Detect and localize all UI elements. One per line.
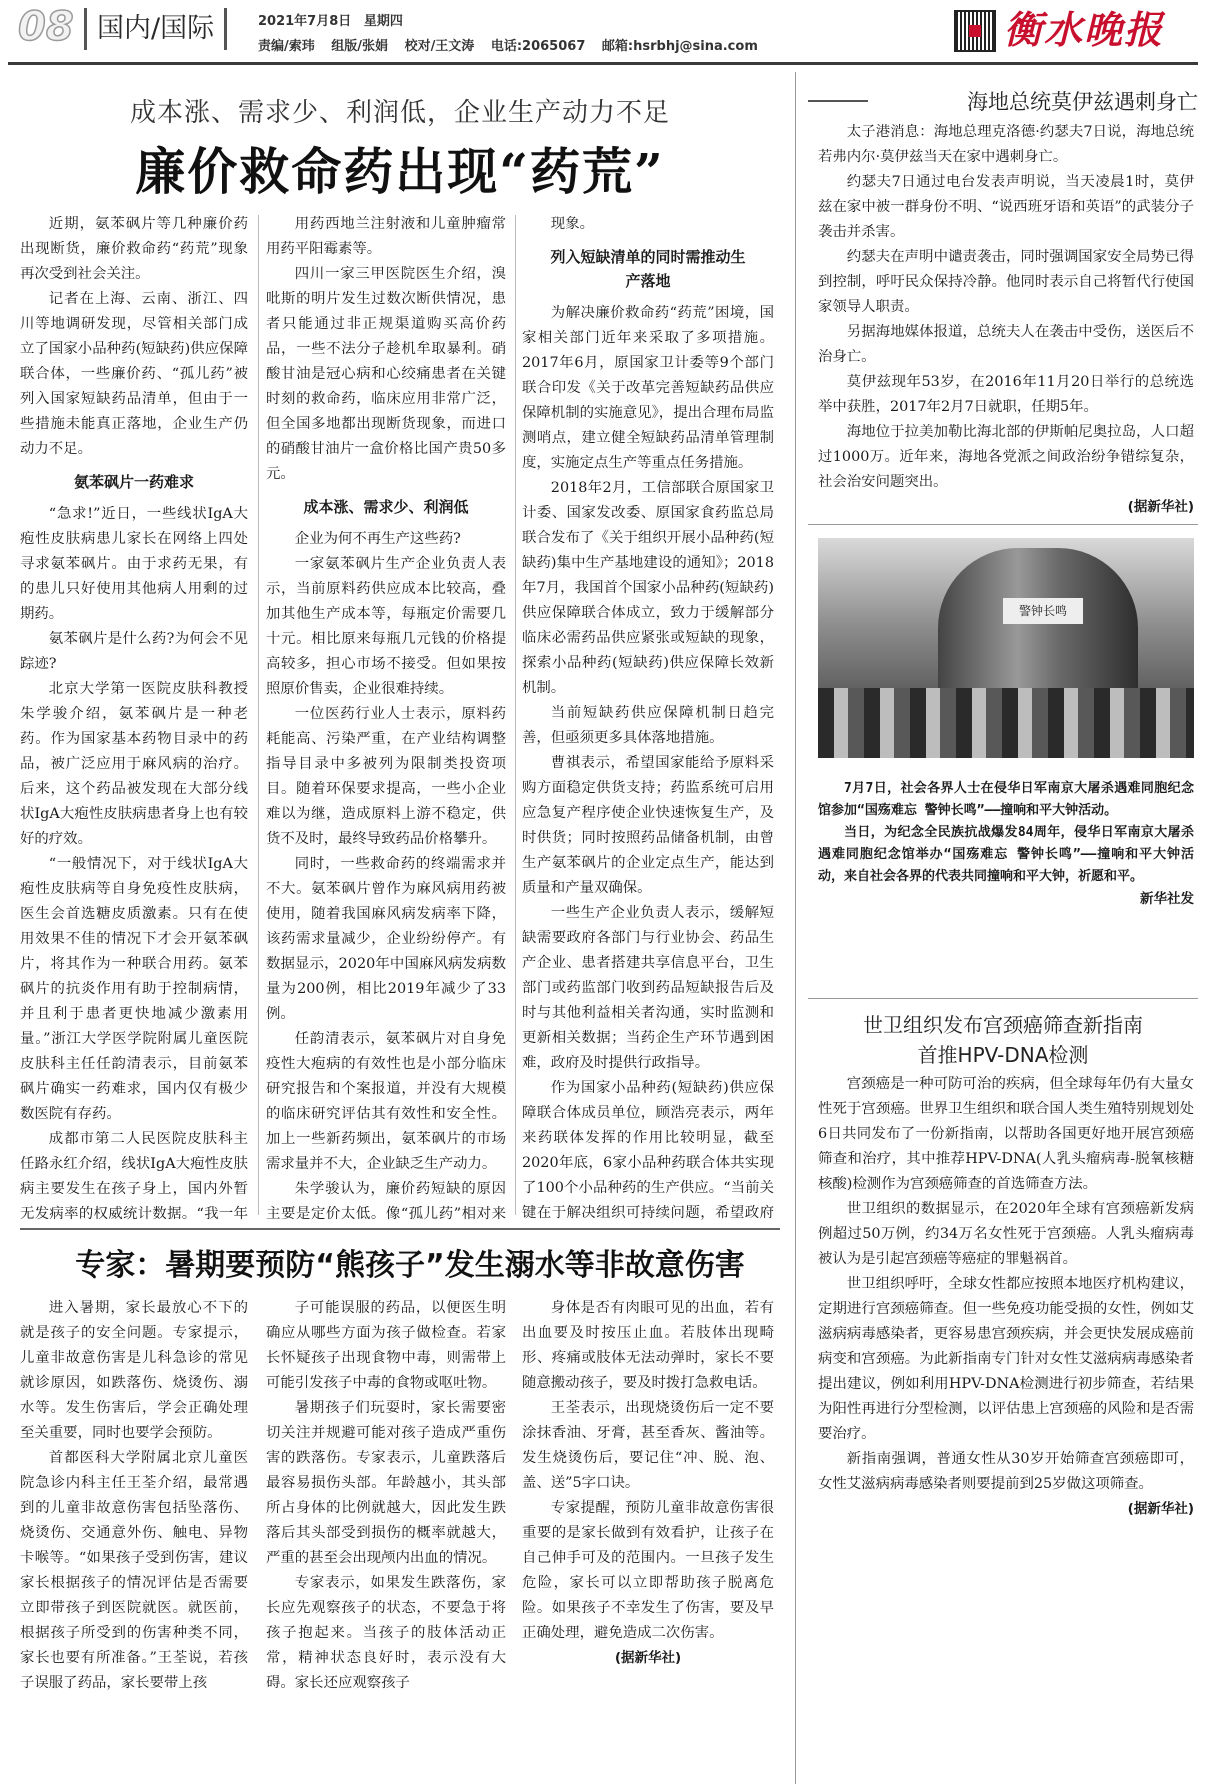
who-headline <box>808 1010 1198 1070</box>
paragraph: 用药西地兰注射液和儿童肿瘤常用药平阳霉素等。 <box>266 216 506 257</box>
paragraph: 世卫组织呼吁，全球女性都应按照本地医疗机构建议，定期进行宫颈癌筛查。但一些免疫功能受损的女性，例如艾滋病病毒感染者，更容易患宫颈疾病，并会更快发展成癌前病变和宫颈癌。为此新指南专门针对女性艾滋病病毒感染者提出建议，例如利用HPV-DNA检测进行初步筛查，若结果为阳性再进行分型检测，以评估患上宫颈癌的风险和是否需要治疗。 <box>818 1276 1194 1442</box>
photo-sign: 警钟长鸣 <box>1003 598 1083 624</box>
column-divider <box>515 215 516 1215</box>
second-column-1 <box>20 1296 248 1788</box>
page-header <box>0 0 1206 72</box>
paragraph: 同时，一些救命药的终端需求并不大。氨苯砜片曾作为麻风病用药被使用，随着我国麻风病发病率下降，该药需求量减少，企业纷纷停产。有数据显示，2020年中国麻风病发病数量为200例，相比2019年减少了33例。 <box>266 856 506 1022</box>
photo-caption <box>818 778 1194 910</box>
paragraph: 当前短缺药供应保障机制日趋完善，但亟须更多具体落地措施。 <box>522 705 774 746</box>
second-column-2 <box>266 1296 506 1788</box>
paragraph: 企业为何不再生产这些药? <box>294 531 461 547</box>
paragraph: 曹祺表示，希望国家能给予原料采购方面稳定供货支持；药监系统可启用应急复产程序使企业快速恢复生产，及时供货；同时按照药品储备机制，由曾生产氨苯砜片的企业定点生产，能达到质量和产量双确保。 <box>522 755 774 896</box>
paragraph: 另据海地媒体报道，总统夫人在袭击中受伤，送医后不治身亡。 <box>818 324 1194 365</box>
right-separator <box>808 524 1198 525</box>
article-separator <box>20 1228 780 1230</box>
page-number: 08 <box>18 4 74 50</box>
main-column-1 <box>20 212 248 1222</box>
weekday: 星期四 <box>363 14 403 29</box>
subheading: 列入短缺清单的同时需推动生产落地 <box>550 248 746 290</box>
paragraph: 2018年2月，工信部联合原国家卫计委、国家发改委、原国家食药监总局联合发布了《关于组织开展小品种药(短缺药)集中生产基地建设的通知》；2018年7月，我国首个国家小品种药(短缺药)供应保障联合体成立，致力于缓解部分临床必需药品供应紧张或短缺的现象，探索小品种药(短缺药)供应保障长效新机制。 <box>522 480 774 696</box>
paragraph: 身体是否有肉眼可见的出血，若有出血要及时按压止血。若肢体出现畸形、疼痛或肢体无法动弹时，家长不要随意搬动孩子，要及时拨打急救电话。 <box>522 1300 774 1391</box>
paragraph: “急求!”近日，一些线状IgA大疱性皮肤病患儿家长在网络上四处寻求氨苯砜片。由于求药无果，有的患儿只好使用其他病人用剩的过期药。 <box>20 506 248 622</box>
second-column-3 <box>522 1296 774 1788</box>
paragraph: 四川一家三甲医院医生介绍，溴吡斯的明片发生过数次断供情况，患者只能通过非正规渠道购买高价药品，一些不法分子趁机牟取暴利。硝酸甘油是冠心病和心绞痛患者在关键时刻的救命药，临床应用非常广泛，但全国多地都出现断货现象，而进口的硝酸甘油片一盒价格比国产贵50多元。 <box>266 266 506 482</box>
paragraph: 专家表示，如果发生跌落伤，家长应先观察孩子的状态，不要急于将孩子抱起来。当孩子的肢体活动正常，精神状态良好时，表示没有大碍。家长还应观察孩子 <box>266 1575 506 1691</box>
paragraph: 王荃表示，出现烧烫伤后一定不要涂抹香油、牙膏，甚至香灰、酱油等。发生烧烫伤后，要记住“冲、脱、泡、盖、送”5字口诀。 <box>522 1400 774 1491</box>
paragraph: 成都市第二人民医院皮肤科主任路永红介绍，线状IgA大疱性皮肤病主要发生在孩子身上，国内外暂无发病率的权威统计数据。“我一年 <box>20 1131 248 1222</box>
header-rule <box>8 62 1198 65</box>
paragraph: 海地位于拉美加勒比海北部的伊斯帕尼奥拉岛，人口超过1000万。近年来，海地各党派之间政治纷争错综复杂，社会治安问题突出。 <box>818 424 1194 490</box>
layout-editor: 组版/张娟 <box>331 39 389 54</box>
news-photo <box>818 538 1194 758</box>
paragraph: 宫颈癌是一种可防可治的疾病，但全球每年仍有大量女性死于宫颈癌。世界卫生组织和联合国人类生殖特别规划处6日共同发布了一份新指南，以帮助各国更好地开展宫颈癌筛查和治疗，其中推荐HPV-DNA(人乳头瘤病毒-脱氧核糖核酸)检测作为宫颈癌筛查的首选筛查方法。 <box>818 1076 1194 1192</box>
column-divider <box>258 215 259 1215</box>
caption-credit: 新华社发 <box>1140 891 1194 907</box>
who-credit: (据新华社) <box>1127 1501 1194 1517</box>
paragraph: 专家提醒，预防儿童非故意伤害很重要的是家长做到有效看护，让孩子在自己伸手可及的范围内。一旦孩子发生危险，家长可以立即帮助孩子脱离危险。如果孩子不幸发生了伤害，要及早正确处理，避免造成二次伤害。 <box>522 1500 774 1641</box>
main-headline: 廉价救命药出现“药荒” <box>135 142 665 201</box>
paragraph: 朱学骏认为，廉价药短缺的原因主要是定价太低。像“孤儿药”相对来 <box>266 1181 506 1222</box>
email: 邮箱:hsrbhj@sina.com <box>601 39 758 54</box>
paragraph: 约瑟夫在声明中谴责袭击，同时强调国家安全局势已得到控制，呼吁民众保持冷静。他同时表示自己将暂代行使国家领导人职责。 <box>818 249 1194 315</box>
paragraph: 北京大学第一医院皮肤科教授朱学骏介绍，氨苯砜片是一种老药。作为国家基本药物目录中的药品，被广泛应用于麻风病的治疗。后来，这个药品被发现在大部分线状IgA大疱性皮肤病患者身上也有较好的疗效。 <box>20 681 248 847</box>
paragraph: 作为国家小品种药(短缺药)供应保障联合体成员单位，顾浩亮表示，两年来药联体发挥的作用比较明显，截至2020年底，6家小品种药联合体共实现了100个小品种药的生产供应。“当前关键在于解决组织可持续问题，希望政府 <box>522 1080 774 1221</box>
haiti-article <box>818 120 1194 520</box>
right-separator <box>808 998 1198 999</box>
paragraph: “一般情况下，对于线状IgA大疱性皮肤病等自身免疫性皮肤病，医生会首选糖皮质激素。只有在使用效果不佳的情况下才会开氨苯砜片，将其作为一种联合用药。氨苯砜片的抗炎作用有助于控制病情，并且利于患者更快地减少激素用量。”浙江大学医学院附属儿童医院皮肤科主任任韵清表示，目前氨苯砜片确实一药难求，国内仅有极少数医院有存药。 <box>20 856 248 1122</box>
main-kicker: 成本涨、需求少、利润低，企业生产动力不足 <box>129 98 670 128</box>
haiti-credit: (据新华社) <box>1127 499 1194 515</box>
paragraph: 现象。 <box>550 216 594 232</box>
paragraph: 氨苯砜片是什么药?为何会不见踪迹? <box>20 631 248 672</box>
who-headline-line1: 世卫组织发布宫颈癌筛查新指南 <box>863 1013 1143 1037</box>
paragraph: 一些生产企业负责人表示，缓解短缺需要政府各部门与行业协会、药品生产企业、患者搭建共享信息平台，卫生部门或药监部门收到药品短缺报告后及时与其他利益相关者沟通，实时监测和更新相关数据；当药企生产环节遇到困难，政府及时提供行政指导。 <box>522 905 774 1071</box>
crowd-shape <box>818 688 1194 758</box>
paragraph: 一位医药行业人士表示，原料药耗能高、污染严重，在产业结构调整指导目录中多被列为限制类投资项目。随着环保要求提高，一些小企业难以为继，造成原料上游不稳定，供货不及时，最终导致药品价格攀升。 <box>266 706 506 847</box>
paragraph: 一家氨苯砜片生产企业负责人表示，当前原料药供应成本比较高，叠加其他生产成本等，每瓶定价需要几十元。相比原来每瓶几元钱的价格提高较多，担心市场不接受。但如果按照原价售卖，企业很难持续。 <box>266 556 506 697</box>
second-credit: (据新华社) <box>614 1650 682 1666</box>
paragraph: 太子港消息：海地总理克洛德·约瑟夫7日说，海地总统若弗内尔·莫伊兹当天在家中遇刺身亡。 <box>818 124 1194 165</box>
paragraph: 7月7日，社会各界人士在侵华日军南京大屠杀遇难同胞纪念馆参加“国殇难忘 警钟长鸣”——撞响和平大钟活动。 <box>818 781 1194 818</box>
proofreader: 校对/王文涛 <box>404 39 475 54</box>
second-headline: 专家：暑期要预防“熊孩子”发生溺水等非故意伤害 <box>75 1248 745 1283</box>
newspaper-logo: 衡水晚报 <box>1004 7 1165 52</box>
subheading: 成本涨、需求少、利润低 <box>303 498 469 516</box>
date: 2021年7月8日 <box>258 14 352 29</box>
section-label: 国内/国际 <box>84 8 227 50</box>
qr-code-icon <box>954 10 996 52</box>
paragraph: 世卫组织的数据显示，在2020年全球有宫颈癌新发病例超过50万例，约34万名女性死于宫颈癌。人乳头瘤病毒被认为是引起宫颈癌等癌症的罪魁祸首。 <box>818 1201 1194 1267</box>
subheading: 氨苯砜片一药难求 <box>73 473 194 491</box>
paragraph: 暑期孩子们玩耍时，家长需要密切关注并规避可能对孩子造成严重伤害的跌落伤。专家表示，儿童跌落后最容易损伤头部。年龄越小，其头部所占身体的比例就越大，因此发生跌落后其头部受到损伤的概率就越大，严重的甚至会出现颅内出血的情况。 <box>266 1400 506 1566</box>
who-article <box>818 1072 1194 1788</box>
issue-date <box>258 10 403 29</box>
paragraph: 子可能误服的药品，以便医生明确应从哪些方面为孩子做检查。若家长怀疑孩子出现食物中毒，则需带上可能引发孩子中毒的食物或呕吐物。 <box>266 1300 506 1391</box>
phone: 电话:2065067 <box>490 39 586 54</box>
paragraph: 莫伊兹现年53岁，在2016年11月20日举行的总统选举中获胜，2017年2月7日就职，任期5年。 <box>818 374 1194 415</box>
paragraph: 当日，为纪念全民族抗战爆发84周年，侵华日军南京大屠杀遇难同胞纪念馆举办“国殇难忘 警钟长鸣”——撞响和平大钟活动，来自社会各界的代表共同撞响和平大钟，祈愿和平。 <box>818 825 1194 884</box>
right-column-divider <box>795 72 796 1784</box>
staff-line <box>258 35 770 54</box>
paragraph: 任韵清表示，氨苯砜片对自身免疫性大疱病的有效性也是小部分临床研究报告和个案报道，并没有大规模的临床研究评估其有效性和安全性。加上一些新药频出，氨苯砜片的市场需求量并不大，企业缺乏生产动力。 <box>266 1031 506 1172</box>
paragraph: 近期，氨苯砜片等几种廉价药出现断货，廉价救命药“药荒”现象再次受到社会关注。 <box>20 216 248 282</box>
paragraph: 进入暑期，家长最放心不下的就是孩子的安全问题。专家提示，儿童非故意伤害是儿科急诊的常见就诊原因，如跌落伤、烧烫伤、溺水等。发生伤害后，学会正确处理至关重要，同时也要学会预防。 <box>20 1300 248 1441</box>
haiti-headline: 海地总统莫伊兹遇刺身亡 <box>808 86 1198 116</box>
main-column-2 <box>266 212 506 1222</box>
paragraph: 新指南强调，普通女性从30岁开始筛查宫颈癌即可，女性艾滋病病毒感染者则要提前到25岁做这项筛查。 <box>818 1451 1194 1492</box>
paragraph: 为解决廉价救命药“药荒”困境，国家相关部门近年来采取了多项措施。2017年6月，原国家卫计委等9个部门联合印发《关于改革完善短缺药品供应保障机制的实施意见》，提出合理布局监测哨点，建立健全短缺药品清单管理制度，实施定点生产等重点任务措施。 <box>522 305 774 471</box>
paragraph: 首都医科大学附属北京儿童医院急诊内科主任王荃介绍，最常遇到的儿童非故意伤害包括坠落伤、烧烫伤、交通意外伤、触电、异物卡喉等。“如果孩子受到伤害，建议家长根据孩子的情况评估是否需要立即带孩子到医院就医。就医前，根据孩子所受到的伤害种类不同，家长也要有所准备。”王荃说，若孩子误服了药品，家长要带上孩 <box>20 1450 248 1691</box>
editor: 责编/索玮 <box>258 39 315 54</box>
paragraph: 约瑟夫7日通过电台发表声明说，当天凌晨1时，莫伊兹在家中被一群身份不明、“说西班牙语和英语”的武装分子袭击并杀害。 <box>818 174 1194 240</box>
who-headline-line2: 首推HPV-DNA检测 <box>917 1043 1089 1067</box>
main-column-3 <box>522 212 774 1222</box>
paragraph: 记者在上海、云南、浙江、四川等地调研发现，尽管相关部门成立了国家小品种药(短缺药)供应保障联合体，一些廉价药、“孤儿药”被列入国家短缺药品清单，但由于一些措施未能真正落地，企业生产仍动力不足。 <box>20 291 248 457</box>
